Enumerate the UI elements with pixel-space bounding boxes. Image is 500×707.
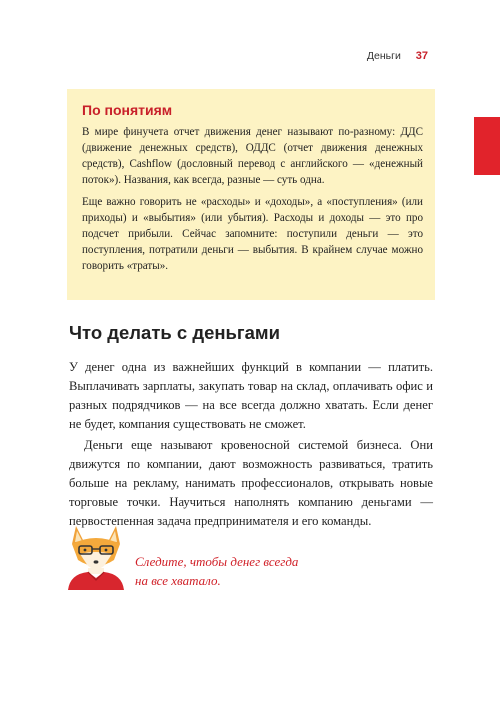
page-number: 37 <box>415 50 428 62</box>
running-header <box>0 50 428 62</box>
chapter-tab <box>474 117 500 175</box>
callout-paragraph: В мире финучета отчет движения денег называют по-разному: ДДС (движение денежных средств), ОДДС (отчет движения денежных средств), Cashflow (дословный перевод с английского — «денежный поток»). Названия, как всегда, разные — суть одна. <box>82 126 423 186</box>
body-paragraph: У денег одна из важнейших функций в компании — платить. Выплачивать зарплаты, закупать товар на склад, оплачивать офис и разных подрядчиков — на все всегда должно хватать. Если денег не будет, компания существовать не сможет. <box>69 360 433 431</box>
callout-paragraph: Еще важно говорить не «расходы» и «доходы», а «поступления» (или приходы) и «выбытия» (или убытия). Расходы и доходы — это про подсчет прибыли. Сейчас запомните: поступили деньги — это поступления, потратили деньги — выбытия. В крайнем случае можно говорить «траты». <box>82 196 423 272</box>
section-name: Деньги <box>366 50 401 62</box>
tip-line: на все хватало. <box>135 573 221 588</box>
callout-title: По понятиям <box>82 102 173 118</box>
section-title: Что делать с деньгами <box>69 322 280 343</box>
body-paragraph: Деньги еще называют кровеносной системой бизнеса. Они движутся по компании, дают возможность развиваться, тратить больше на рекламу, нанимать профессионалов, открывать новые торговые точки. Научиться наполнять компанию деньгами — первостепенная задача предпринимателя и его команды. <box>69 438 433 528</box>
section-body <box>69 358 433 531</box>
tip-quote <box>135 552 298 590</box>
tip-line: Следите, чтобы денег всегда <box>135 554 299 569</box>
fox-with-glasses-icon <box>62 522 130 590</box>
definition-callout <box>67 89 435 300</box>
